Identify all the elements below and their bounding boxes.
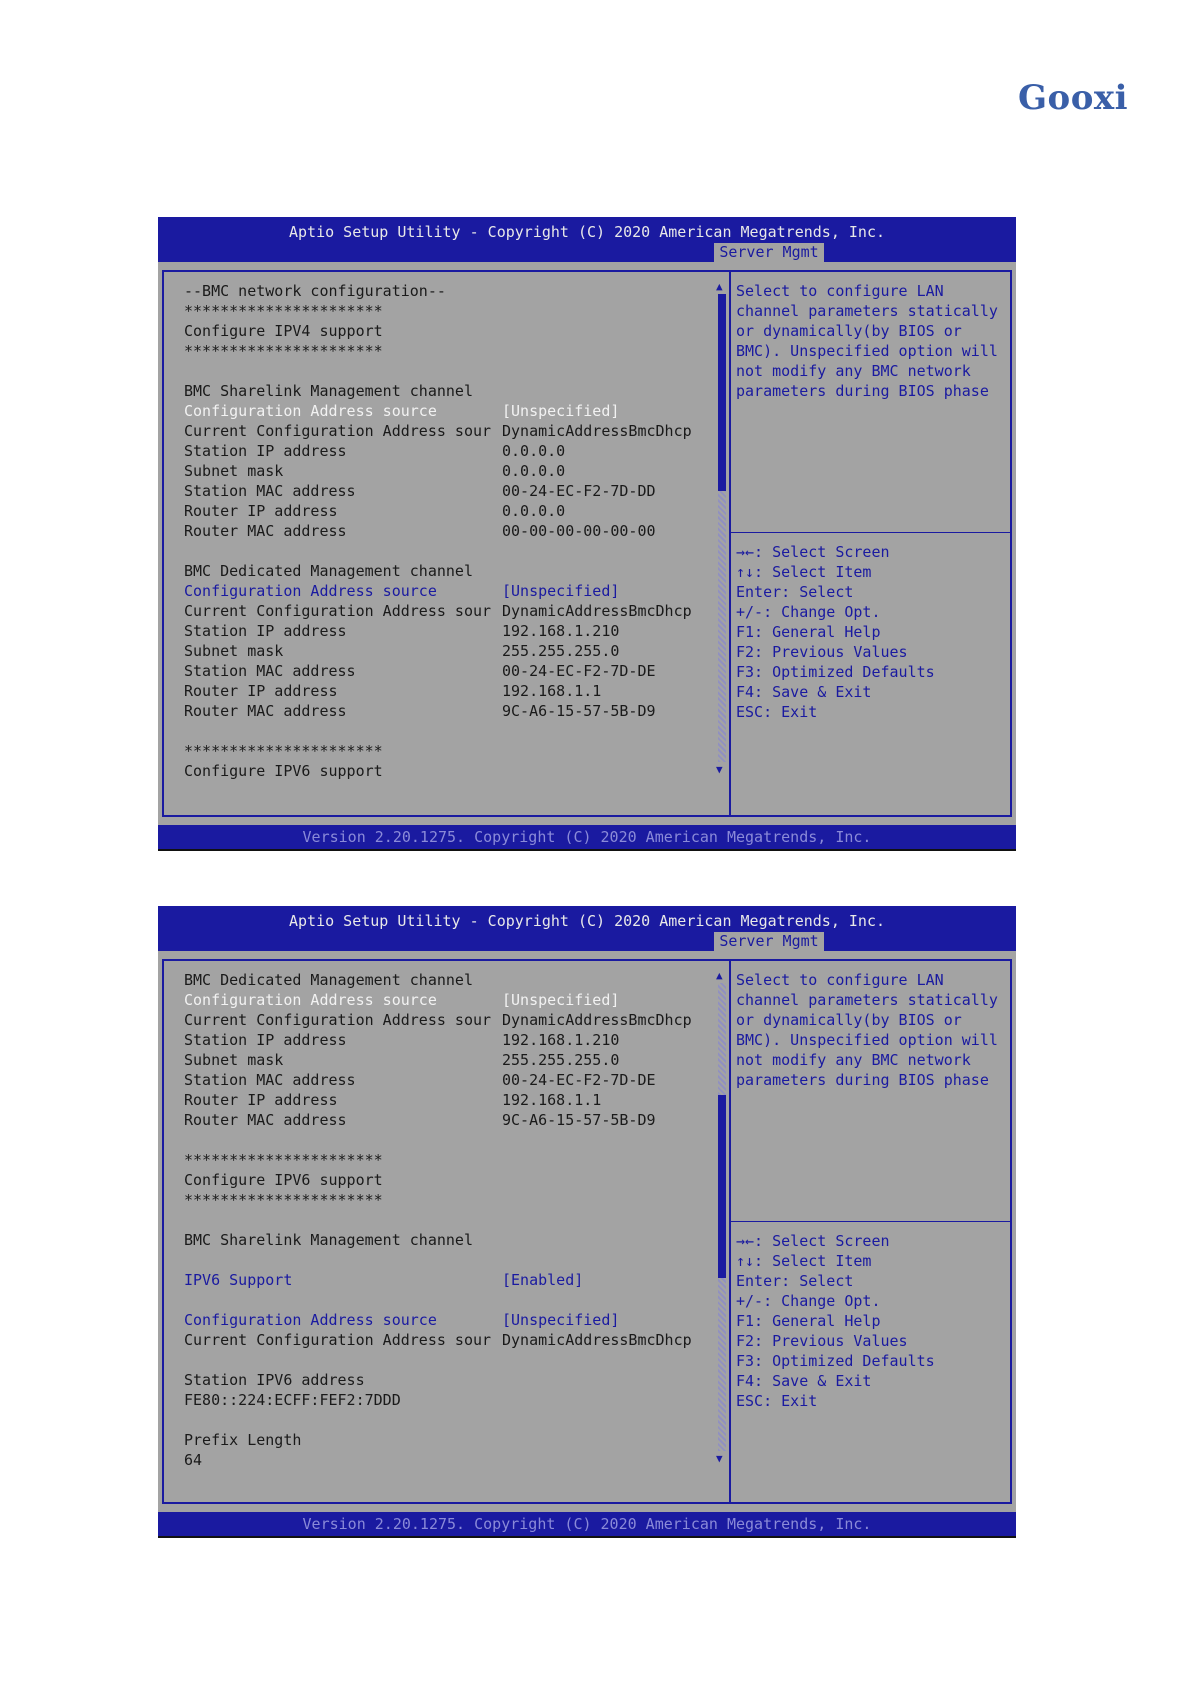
key-legend-line: →←: Select Screen [736,1232,890,1250]
setup-row-label: Current Configuration Address sour [184,1331,492,1349]
help-text-line: channel parameters statically [736,991,998,1009]
key-legend-line: Enter: Select [736,583,854,601]
setup-row-label: Station MAC address [184,1071,356,1089]
setup-row-value: DynamicAddressBmcDhcp [502,1011,692,1029]
help-text-line: or dynamically(by BIOS or [736,1011,962,1029]
help-text-line: not modify any BMC network [736,1051,971,1069]
setup-row-value: 192.168.1.210 [502,1031,620,1049]
key-legend-line: F4: Save & Exit [736,683,872,701]
key-legend-line: F2: Previous Values [736,643,908,661]
key-legend-line: ↑↓: Select Item [736,1252,872,1270]
help-text-line: Select to configure LAN [736,282,944,300]
setup-row-label: BMC Sharelink Management channel [184,1231,473,1249]
key-legend-line: F2: Previous Values [736,1332,908,1350]
setup-row-label: ********************** [184,302,383,320]
setup-row-label: Station MAC address [184,662,356,680]
setup-row-label: Configure IPV6 support [184,1171,383,1189]
scrollbar-thumb[interactable] [718,1095,726,1278]
setup-row-label: Configure IPV6 support [184,762,383,780]
setup-row-value: 9C-A6-15-57-5B-D9 [502,1111,656,1129]
setup-row-label: ********************** [184,742,383,760]
setup-row-label: BMC Dedicated Management channel [184,562,473,580]
setup-row-label: Router MAC address [184,1111,347,1129]
setup-row-label: Router IP address [184,502,338,520]
title-bar [158,217,1016,262]
title-text: Aptio Setup Utility - Copyright (C) 2020 American Megatrends, Inc. [288,912,886,930]
panel-divider [729,272,731,815]
version-footer: Version 2.20.1275. Copyright (C) 2020 American Megatrends, Inc. [158,1512,1016,1536]
setup-row-label: --BMC network configuration-- [184,282,446,300]
setup-row-value: DynamicAddressBmcDhcp [502,422,692,440]
setup-row-label: Configuration Address source [184,582,437,600]
setup-row-label: Current Configuration Address sour [184,1011,492,1029]
setup-row-value: 0.0.0.0 [502,502,566,520]
setup-row-label: ********************** [184,1151,383,1169]
key-legend-line: +/-: Change Opt. [736,1292,881,1310]
setup-row-value: 192.168.1.1 [502,682,602,700]
help-text-line: channel parameters statically [736,302,998,320]
key-legend-line: ↑↓: Select Item [736,563,872,581]
scrollbar-thumb[interactable] [718,294,726,491]
setup-row-value: DynamicAddressBmcDhcp [502,602,692,620]
setup-row-label: Subnet mask [184,642,284,660]
tab-server-mgmt[interactable]: Server Mgmt [714,243,824,262]
help-separator [731,1221,1010,1222]
setup-row-label: BMC Dedicated Management channel [184,971,473,989]
help-text-line: BMC). Unspecified option will [736,342,998,360]
bios-screen-1 [158,217,1016,849]
setup-row-value: 00-00-00-00-00-00 [502,522,656,540]
setup-row-label: FE80::224:ECFF:FEF2:7DDD [184,1391,401,1409]
key-legend-line: F3: Optimized Defaults [736,663,935,681]
scroll-up-arrow-icon[interactable]: ▲ [716,280,723,293]
key-legend-line: F3: Optimized Defaults [736,1352,935,1370]
setup-row-label: ********************** [184,342,383,360]
setup-row-label: Router MAC address [184,702,347,720]
setup-row-value: 0.0.0.0 [502,462,566,480]
key-legend-line: +/-: Change Opt. [736,603,881,621]
content-frame [162,959,1012,1504]
setup-row-value[interactable]: [Unspecified] [502,1311,620,1329]
scroll-down-arrow-icon[interactable]: ▼ [716,1452,723,1465]
help-separator [731,532,1010,533]
setup-row-label: BMC Sharelink Management channel [184,382,473,400]
help-text-line: parameters during BIOS phase [736,1071,989,1089]
version-footer: Version 2.20.1275. Copyright (C) 2020 American Megatrends, Inc. [158,825,1016,849]
setup-row-value[interactable]: [Unspecified] [502,991,620,1009]
setup-row-value: 192.168.1.210 [502,622,620,640]
setup-row-value[interactable]: [Enabled] [502,1271,584,1289]
tab-server-mgmt[interactable]: Server Mgmt [714,932,824,951]
scroll-up-arrow-icon[interactable]: ▲ [716,969,723,982]
content-frame [162,270,1012,817]
setup-row-label: Router IP address [184,682,338,700]
key-legend-line: F1: General Help [736,623,881,641]
setup-row-value: 00-24-EC-F2-7D-DD [502,482,656,500]
setup-row-value[interactable]: [Unspecified] [502,582,620,600]
setup-row-value: 192.168.1.1 [502,1091,602,1109]
setup-row-label: Station IP address [184,442,347,460]
setup-row-label: Station MAC address [184,482,356,500]
key-legend-line: →←: Select Screen [736,543,890,561]
scroll-down-arrow-icon[interactable]: ▼ [716,763,723,776]
setup-row-label: Subnet mask [184,462,284,480]
setup-row-label: Station IP address [184,1031,347,1049]
setup-row-value: DynamicAddressBmcDhcp [502,1331,692,1349]
panel-divider [729,961,731,1502]
key-legend-line: F4: Save & Exit [736,1372,872,1390]
setup-row-label: 64 [184,1451,203,1469]
setup-row-label: ********************** [184,1191,383,1209]
setup-row-label: Station IP address [184,622,347,640]
help-text-line: BMC). Unspecified option will [736,1031,998,1049]
setup-row-value: 255.255.255.0 [502,642,620,660]
setup-row-value: 9C-A6-15-57-5B-D9 [502,702,656,720]
setup-row-label: Router IP address [184,1091,338,1109]
key-legend-line: ESC: Exit [736,703,818,721]
setup-row-label: Configuration Address source [184,402,437,420]
setup-row-label: Subnet mask [184,1051,284,1069]
setup-row-label: Router MAC address [184,522,347,540]
setup-row-label: Station IPV6 address [184,1371,365,1389]
help-text-line: or dynamically(by BIOS or [736,322,962,340]
title-bar [158,906,1016,951]
key-legend-line: ESC: Exit [736,1392,818,1410]
help-text-line: parameters during BIOS phase [736,382,989,400]
setup-row-label: Configuration Address source [184,1311,437,1329]
setup-row-label: Configure IPV4 support [184,322,383,340]
setup-row-value[interactable]: [Unspecified] [502,402,620,420]
setup-row-label: Configuration Address source [184,991,437,1009]
help-text-line: not modify any BMC network [736,362,971,380]
key-legend-line: Enter: Select [736,1272,854,1290]
title-text: Aptio Setup Utility - Copyright (C) 2020 American Megatrends, Inc. [288,223,886,241]
key-legend-line: F1: General Help [736,1312,881,1330]
setup-row-label: Current Configuration Address sour [184,602,492,620]
gooxi-logo: Gooxi [1018,78,1129,118]
setup-row-label: Current Configuration Address sour [184,422,492,440]
setup-row-value: 00-24-EC-F2-7D-DE [502,1071,656,1089]
setup-row-label: IPV6 Support [184,1271,293,1289]
bios-screen-2 [158,906,1016,1536]
setup-row-value: 255.255.255.0 [502,1051,620,1069]
help-text-line: Select to configure LAN [736,971,944,989]
setup-row-value: 00-24-EC-F2-7D-DE [502,662,656,680]
setup-row-value: 0.0.0.0 [502,442,566,460]
setup-row-label: Prefix Length [184,1431,302,1449]
